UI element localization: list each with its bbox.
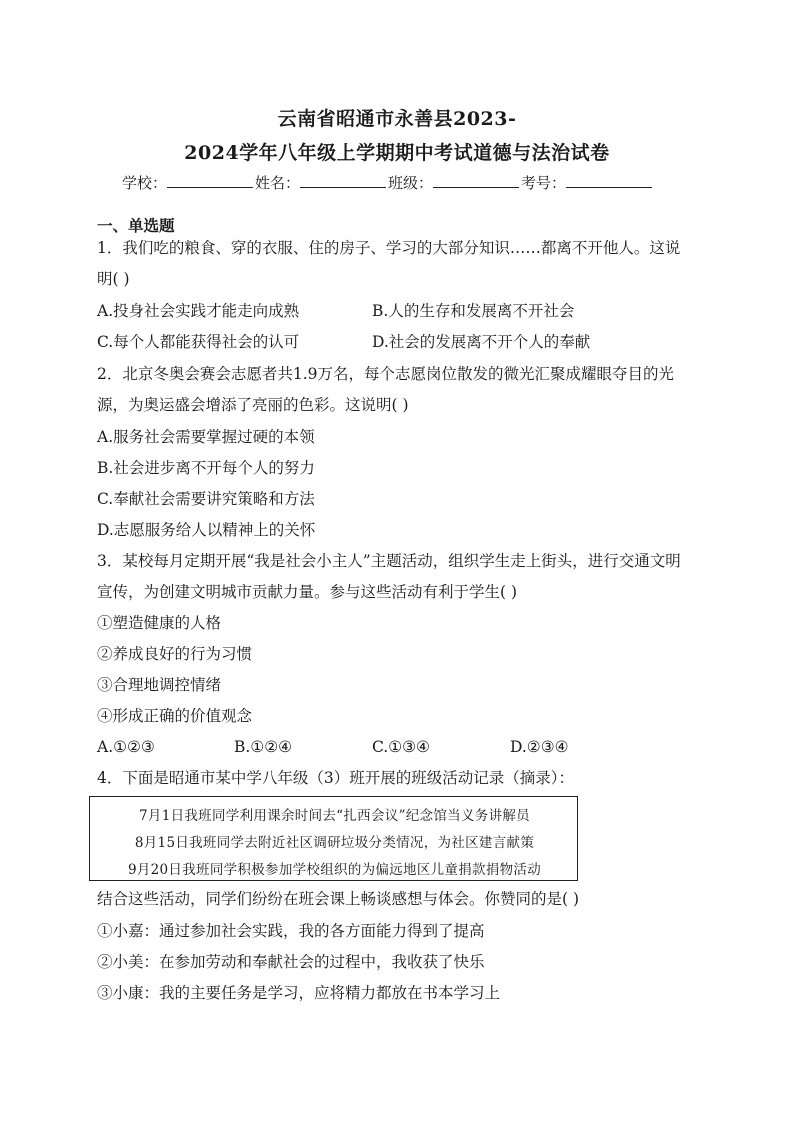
q3-option-b[interactable]: B.①②④ — [234, 738, 293, 756]
class-label: 班级： — [388, 174, 434, 192]
q4-stem-line-1: 4．下面是昭通市某中学八年级（3）班开展的班级活动记录（摘录）： — [97, 769, 574, 787]
section-heading: 一、单选题 — [97, 216, 175, 235]
q1-option-a[interactable]: A.投身社会实践才能走向成熟 — [97, 302, 300, 320]
activity-record-row: 7月1日我班同学利用课余时间去“扎西会议”纪念馆当义务讲解员 — [139, 808, 530, 824]
q2-stem-line-2: 源，为奥运盛会增添了亮丽的色彩。这说明( ) — [97, 396, 409, 414]
q1-option-c[interactable]: C.每个人都能获得社会的认可 — [97, 333, 300, 351]
q1-stem-line-2: 明( ) — [97, 270, 130, 288]
q3-item-3: ③合理地调控情绪 — [97, 676, 222, 694]
q2-option-a[interactable]: A.服务社会需要掌握过硬的本领 — [97, 428, 315, 446]
q3-item-2: ②养成良好的行为习惯 — [97, 645, 253, 663]
q4-item-1: ①小嘉：通过参加社会实践，我的各方面能力得到了提高 — [97, 922, 485, 940]
school-label: 学校： — [122, 174, 168, 192]
school-blank[interactable] — [167, 173, 253, 188]
q1-stem-line-1: 1．我们吃的粮食、穿的衣服、住的房子、学习的大部分知识……都离不开他人。这说 — [97, 239, 681, 257]
q2-stem-line-1: 2．北京冬奥会赛会志愿者共1.9万名，每个志愿岗位散发的微光汇聚成耀眼夺目的光 — [97, 365, 675, 383]
number-label: 考号： — [521, 174, 567, 192]
number-blank[interactable] — [566, 173, 652, 188]
q2-option-b[interactable]: B.社会进步离不开每个人的努力 — [97, 459, 315, 477]
q2-option-d[interactable]: D.志愿服务给人以精神上的关怀 — [97, 521, 316, 539]
q4-stem-line-2: 结合这些活动，同学们纷纷在班会课上畅谈感想与体会。你赞同的是( ) — [97, 890, 580, 908]
q1-option-d[interactable]: D.社会的发展离不开个人的奉献 — [372, 333, 591, 351]
q3-stem-line-2: 宣传，为创建文明城市贡献力量。参与这些活动有利于学生( ) — [97, 583, 518, 601]
q2-option-c[interactable]: C.奉献社会需要讲究策略和方法 — [97, 490, 315, 508]
activity-record-row: 8月15日我班同学去附近社区调研垃圾分类情况，为社区建言献策 — [134, 835, 535, 851]
exam-title-line-2: 2024学年八年级上学期期中考试道德与法治试卷 — [184, 142, 610, 164]
exam-title-line-1: 云南省昭通市永善县2023- — [277, 108, 517, 130]
q3-option-d[interactable]: D.②③④ — [510, 738, 569, 756]
activity-record-row: 9月20日我班同学积极参加学校组织的为偏远地区儿童捐款捐物活动 — [127, 862, 542, 878]
class-blank[interactable] — [433, 173, 519, 188]
name-blank[interactable] — [300, 173, 386, 188]
q3-option-c[interactable]: C.①③④ — [372, 738, 430, 756]
q3-item-1: ①塑造健康的人格 — [97, 614, 222, 632]
q1-option-b[interactable]: B.人的生存和发展离不开社会 — [372, 302, 575, 320]
student-info-row — [122, 172, 654, 193]
q3-option-a[interactable]: A.①②③ — [97, 738, 155, 756]
q4-item-2: ②小美：在参加劳动和奉献社会的过程中，我收获了快乐 — [97, 953, 485, 971]
q4-item-3: ③小康：我的主要任务是学习，应将精力都放在书本学习上 — [97, 984, 501, 1002]
name-label: 姓名： — [255, 174, 301, 192]
q3-stem-line-1: 3．某校每月定期开展“我是社会小主人”主题活动，组织学生走上街头，进行交通文明 — [97, 552, 681, 570]
q3-item-4: ④形成正确的价值观念 — [97, 707, 253, 725]
activity-records-table — [89, 796, 578, 881]
